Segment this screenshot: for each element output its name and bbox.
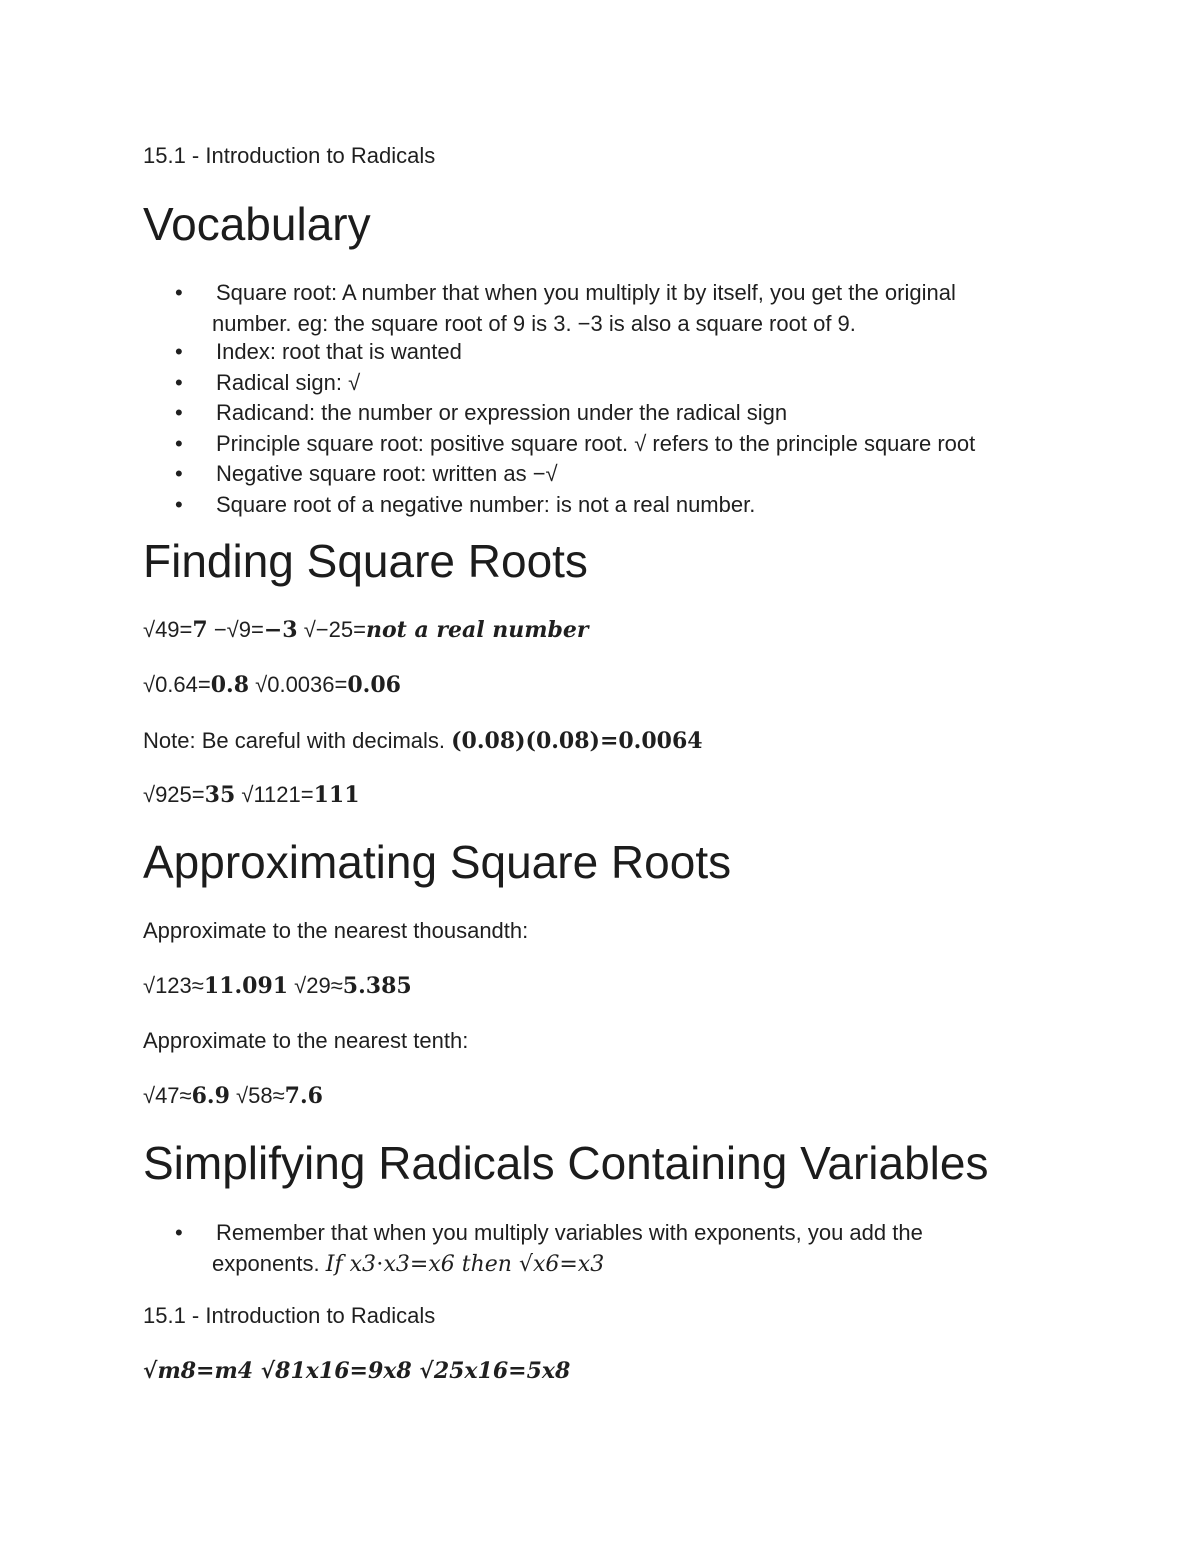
repeated-title: 15.1 - Introduction to Radicals xyxy=(143,1303,436,1328)
simplifying-examples: √m8=m4 √81x16=9x8 √25x16=5x8 xyxy=(143,1358,571,1384)
bullet-icon: • xyxy=(175,339,183,364)
bullet-icon: • xyxy=(175,280,183,305)
finding-heading: Finding Square Roots xyxy=(143,535,588,587)
approximating-heading: Approximating Square Roots xyxy=(143,836,732,888)
bullet-icon: • xyxy=(175,369,183,395)
vocab-item-negative-root: • Negative square root: written as −√ xyxy=(143,460,1063,491)
finding-row-2: √0.64=0.8 √0.0036=0.06 xyxy=(143,672,401,698)
simplifying-heading: Simplifying Radicals Containing Variables xyxy=(143,1137,989,1189)
simplifying-list xyxy=(143,1219,1063,1279)
bullet-icon: • xyxy=(175,1220,183,1245)
approx-row-2: √47≈6.9 √58≈7.6 xyxy=(143,1083,323,1109)
vocab-item-square-root: • Square root: A number that when you multiply it by itself, you get the original number. eg: the square root of 9 is 3. −3 is also a square root of 9. xyxy=(175,280,956,336)
approx-instruction-tenth: Approximate to the nearest tenth: xyxy=(143,1028,469,1053)
finding-row-3: √925=35 √1121=111 xyxy=(143,782,360,808)
vocab-item-radicand: • Radicand: the number or expression under the radical sign xyxy=(143,399,1063,430)
finding-row-1: √49=7 −√9=−3 √−25=not a real number xyxy=(143,617,589,643)
vocab-item-radical-sign: • Radical sign: √ xyxy=(143,369,1063,400)
bullet-icon: • xyxy=(175,400,183,425)
approx-instruction-thousandth: Approximate to the nearest thousandth: xyxy=(143,918,529,943)
vocab-item-index: • Index: root that is wanted xyxy=(143,338,1063,369)
vocab-item-principle-root: • Principle square root: positive square root. √ refers to the principle square root xyxy=(143,430,1063,461)
bullet-icon: • xyxy=(175,430,183,456)
simplifying-item-exponents: • Remember that when you multiply variables with exponents, you add the exponents. If x3⋅x3=x6 then √x6=x3 xyxy=(175,1220,923,1277)
bullet-icon: • xyxy=(175,461,183,486)
vocabulary-heading: Vocabulary xyxy=(143,198,371,250)
document-title: 15.1 - Introduction to Radicals xyxy=(143,143,436,168)
approx-row-1: √123≈11.091 √29≈5.385 xyxy=(143,973,412,999)
vocabulary-list xyxy=(143,279,1063,521)
finding-note: Note: Be careful with decimals. (0.08)(0.08)=0.0064 xyxy=(143,728,703,754)
bullet-icon: • xyxy=(175,491,183,517)
vocab-item-negative-number: • Square root of a negative number: is not a real number. xyxy=(143,491,1063,522)
